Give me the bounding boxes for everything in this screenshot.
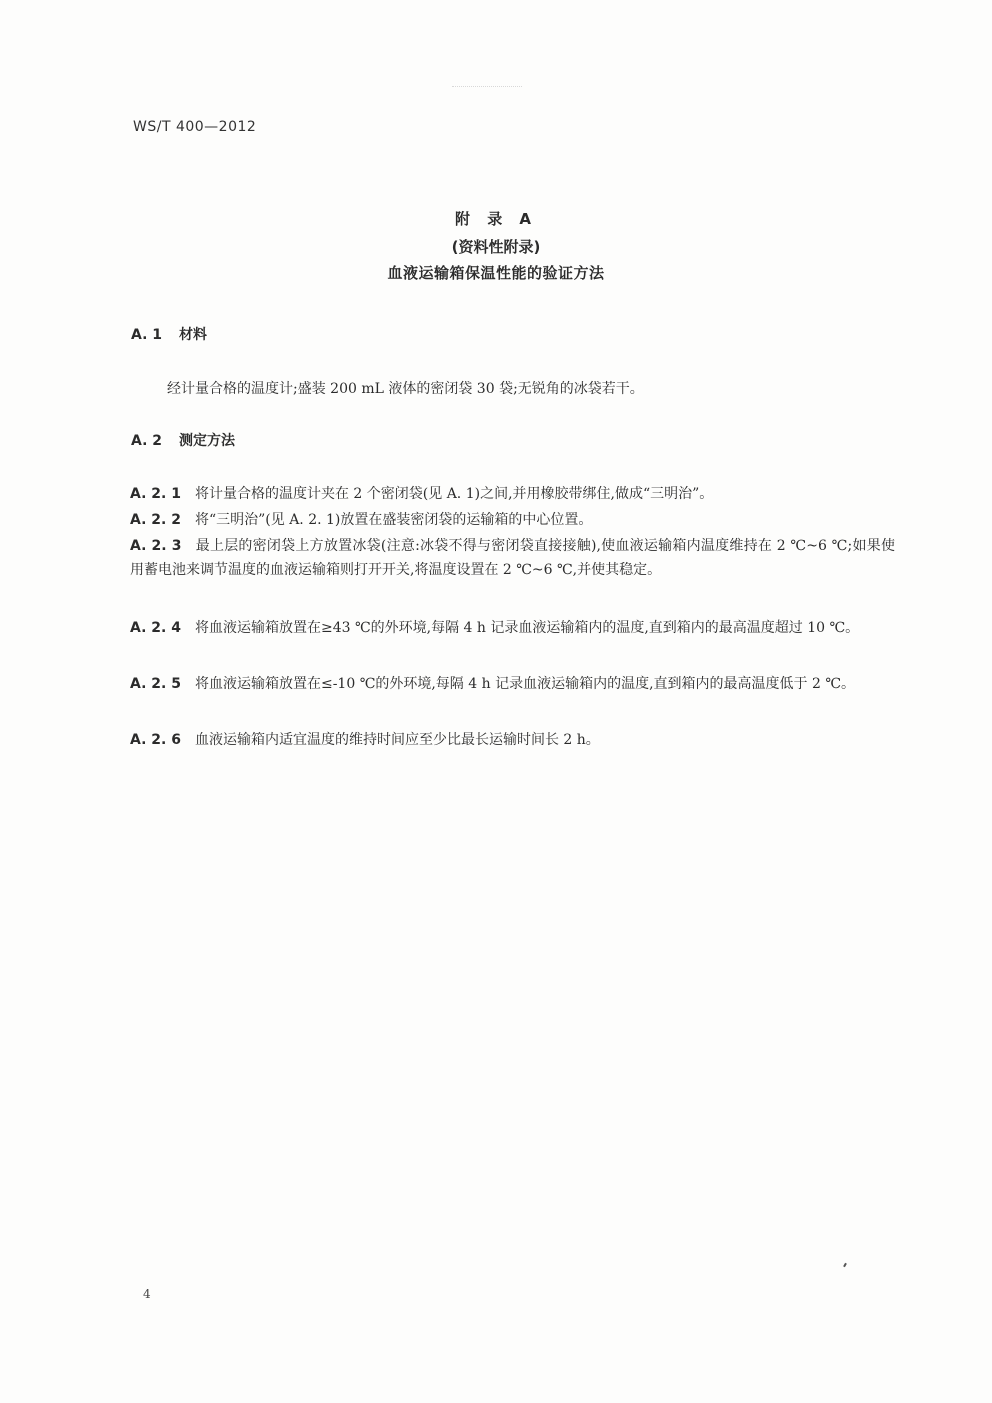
clause-item <box>130 508 895 532</box>
clause-item <box>130 534 895 582</box>
clause-text: 将血液运输箱放置在≥43 ℃的外环境,每隔 4 h 记录血液运输箱内的温度,直到箱内的最高温度超过 10 ℃。 <box>194 620 860 636</box>
clause-item <box>130 672 895 696</box>
clause-number: A. 2. 1 <box>130 486 181 502</box>
clause-text: 血液运输箱内适宜温度的维持时间应至少比最长运输时间长 2 h。 <box>194 732 600 748</box>
clause-text: 最上层的密闭袋上方放置冰袋(注意:冰袋不得与密闭袋直接接触),使血液运输箱内温度维持在 2 ℃~6 ℃;如果使用蓄电池来调节温度的血液运输箱则打开开关,将温度设置在 2 ℃~6 ℃,并使其稳定。 <box>130 538 895 578</box>
section-a1-text: 经计量合格的温度计;盛装 200 mL 液体的密闭袋 30 袋;无锐角的冰袋若干。 <box>167 381 644 397</box>
section-number: A. 2 <box>131 433 163 449</box>
clause-number: A. 2. 2 <box>130 512 181 528</box>
clause-text: 将“三明治”(见 A. 2. 1)放置在盛装密闭袋的运输箱的中心位置。 <box>194 512 593 528</box>
section-a1-heading <box>131 324 207 344</box>
clause-number: A. 2. 3 <box>130 538 182 554</box>
section-title: 测定方法 <box>179 433 235 449</box>
clause-number: A. 2. 6 <box>130 732 181 748</box>
clause-item <box>130 616 895 640</box>
page-number: 4 <box>143 1287 151 1301</box>
clause-number: A. 2. 5 <box>130 676 181 692</box>
section-title: 材料 <box>179 327 207 343</box>
clause-text: 将血液运输箱放置在≤-10 ℃的外环境,每隔 4 h 记录血液运输箱内的温度,直到箱内的最高温度低于 2 ℃。 <box>194 676 855 692</box>
section-number: A. 1 <box>131 327 163 343</box>
clause-item <box>130 482 895 506</box>
standard-code: WS/T 400—2012 <box>133 119 257 135</box>
scan-speck <box>843 1263 847 1267</box>
appendix-type: (资料性附录) <box>451 238 541 256</box>
clause-number: A. 2. 4 <box>130 620 181 636</box>
appendix-label: 附 录 A <box>454 210 538 228</box>
appendix-title: 血液运输箱保温性能的验证方法 <box>387 264 605 282</box>
clause-item <box>130 728 895 752</box>
scan-artifact <box>452 86 522 91</box>
clause-text: 将计量合格的温度计夹在 2 个密闭袋(见 A. 1)之间,并用橡胶带绑住,做成“三明治”。 <box>194 486 714 502</box>
section-a2-heading <box>131 430 235 450</box>
